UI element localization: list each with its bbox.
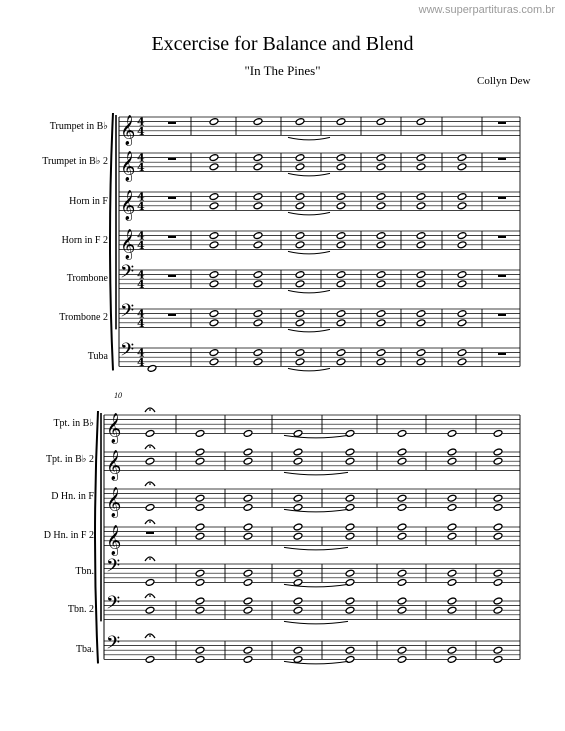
notehead — [345, 655, 355, 663]
notehead — [345, 532, 355, 540]
notehead — [253, 202, 263, 210]
instrument-label: Tpt. in B♭ — [53, 418, 94, 429]
notehead — [295, 154, 305, 162]
notehead — [457, 349, 467, 357]
time-signature-denominator: 4 — [137, 316, 145, 330]
notehead — [295, 271, 305, 279]
notehead — [336, 319, 346, 327]
notehead — [209, 358, 219, 366]
treble-clef: 𝄞 — [120, 229, 136, 260]
treble-clef: 𝄞 — [106, 525, 122, 556]
whole-rest — [168, 275, 176, 277]
notehead — [253, 271, 263, 279]
notehead — [195, 655, 205, 663]
score-subtitle: "In The Pines" — [244, 63, 321, 78]
whole-rest — [146, 532, 154, 534]
notehead — [397, 597, 407, 605]
instrument-label: Trumpet in B♭ 2 — [42, 156, 108, 167]
notehead — [145, 655, 155, 663]
time-signature-numerator: 4 — [137, 115, 145, 129]
notehead — [457, 163, 467, 171]
notehead — [336, 163, 346, 171]
time-signature-numerator: 4 — [137, 151, 145, 165]
notehead — [416, 319, 426, 327]
notehead — [447, 494, 457, 502]
notehead — [195, 569, 205, 577]
notehead — [336, 280, 346, 288]
notehead — [416, 349, 426, 357]
notehead — [336, 271, 346, 279]
notehead — [243, 569, 253, 577]
treble-clef: 𝄞 — [106, 450, 122, 481]
notehead — [253, 310, 263, 318]
notehead — [457, 154, 467, 162]
time-signature-numerator: 4 — [137, 346, 145, 360]
notehead — [243, 646, 253, 654]
fermata-dot — [149, 446, 151, 448]
notehead — [493, 448, 503, 456]
time-signature-denominator: 4 — [137, 160, 145, 174]
tie — [288, 290, 330, 293]
time-signature-denominator: 4 — [137, 355, 145, 369]
whole-rest — [498, 275, 506, 277]
tie — [288, 329, 330, 332]
fermata-dot — [149, 409, 151, 411]
notehead — [243, 578, 253, 586]
notehead — [376, 319, 386, 327]
notehead — [416, 163, 426, 171]
notehead — [457, 310, 467, 318]
notehead — [493, 606, 503, 614]
notehead — [336, 193, 346, 201]
notehead — [253, 280, 263, 288]
notehead — [293, 532, 303, 540]
notehead — [457, 319, 467, 327]
notehead — [253, 349, 263, 357]
treble-clef: 𝄞 — [106, 413, 122, 444]
notehead — [457, 232, 467, 240]
notehead — [293, 597, 303, 605]
notehead — [295, 280, 305, 288]
notehead — [145, 606, 155, 614]
system-brace — [95, 411, 98, 663]
notehead — [493, 523, 503, 531]
instrument-label: Trumpet in B♭ — [49, 121, 108, 132]
bass-clef: 𝄢 — [120, 262, 135, 288]
notehead — [345, 597, 355, 605]
notehead — [376, 349, 386, 357]
tie — [284, 435, 348, 438]
notehead — [336, 310, 346, 318]
time-signature-denominator: 4 — [137, 124, 145, 138]
notehead — [397, 503, 407, 511]
notehead — [253, 118, 263, 126]
notehead — [457, 280, 467, 288]
notehead — [457, 271, 467, 279]
whole-rest — [498, 236, 506, 238]
whole-rest — [168, 158, 176, 160]
notehead — [345, 578, 355, 586]
notehead — [376, 163, 386, 171]
notehead — [447, 646, 457, 654]
notehead — [336, 358, 346, 366]
notehead — [397, 457, 407, 465]
notehead — [243, 429, 253, 437]
notehead — [336, 154, 346, 162]
notehead — [293, 429, 303, 437]
notehead — [336, 202, 346, 210]
notehead — [447, 503, 457, 511]
notehead — [345, 457, 355, 465]
instrument-label: Tpt. in B♭ 2 — [45, 454, 94, 465]
bass-clef: 𝄢 — [120, 340, 135, 366]
notehead — [209, 271, 219, 279]
instrument-label: D Hn. in F — [51, 491, 94, 502]
notehead — [376, 241, 386, 249]
notehead — [295, 319, 305, 327]
notehead — [447, 532, 457, 540]
notehead — [493, 578, 503, 586]
treble-clef: 𝄞 — [106, 487, 122, 518]
notehead — [397, 532, 407, 540]
notehead — [376, 202, 386, 210]
time-signature-denominator: 4 — [137, 199, 145, 213]
notehead — [493, 494, 503, 502]
notehead — [293, 569, 303, 577]
notehead — [293, 457, 303, 465]
notehead — [376, 358, 386, 366]
notehead — [243, 457, 253, 465]
notehead — [397, 655, 407, 663]
notehead — [295, 193, 305, 201]
tie — [288, 212, 330, 215]
notehead — [376, 118, 386, 126]
notehead — [293, 655, 303, 663]
notehead — [397, 448, 407, 456]
notehead — [293, 448, 303, 456]
notehead — [145, 429, 155, 437]
notehead — [209, 349, 219, 357]
bass-clef: 𝄢 — [106, 633, 121, 659]
notehead — [416, 280, 426, 288]
notehead — [253, 232, 263, 240]
notehead — [447, 457, 457, 465]
notehead — [243, 655, 253, 663]
tie — [288, 173, 330, 176]
time-signature-numerator: 4 — [137, 190, 145, 204]
notehead — [493, 532, 503, 540]
notehead — [195, 523, 205, 531]
time-signature-numerator: 4 — [137, 268, 145, 282]
notehead — [209, 232, 219, 240]
notehead — [416, 310, 426, 318]
whole-rest — [168, 236, 176, 238]
bass-clef: 𝄢 — [120, 301, 135, 327]
notehead — [293, 494, 303, 502]
notehead — [447, 606, 457, 614]
notehead — [243, 494, 253, 502]
notehead — [397, 494, 407, 502]
notehead — [293, 606, 303, 614]
watermark: www.superpartituras.com.br — [418, 4, 555, 16]
notehead — [493, 503, 503, 511]
notehead — [145, 503, 155, 511]
notehead — [195, 606, 205, 614]
fermata-dot — [149, 635, 151, 637]
notehead — [457, 193, 467, 201]
notehead — [209, 319, 219, 327]
tie — [288, 251, 330, 254]
notehead — [416, 358, 426, 366]
notehead — [195, 429, 205, 437]
notehead — [293, 523, 303, 531]
notehead — [416, 193, 426, 201]
notehead — [209, 118, 219, 126]
notehead — [376, 193, 386, 201]
notehead — [457, 358, 467, 366]
notehead — [416, 118, 426, 126]
notehead — [243, 606, 253, 614]
notehead — [397, 429, 407, 437]
notehead — [195, 494, 205, 502]
notehead — [447, 597, 457, 605]
whole-rest — [498, 158, 506, 160]
notehead — [376, 280, 386, 288]
notehead — [397, 523, 407, 531]
notehead — [416, 202, 426, 210]
whole-rest — [168, 314, 176, 316]
notehead — [243, 523, 253, 531]
notehead — [447, 655, 457, 663]
time-signature-denominator: 4 — [137, 277, 145, 291]
notehead — [447, 523, 457, 531]
notehead — [295, 310, 305, 318]
notehead — [376, 154, 386, 162]
notehead — [345, 429, 355, 437]
notehead — [493, 569, 503, 577]
notehead — [195, 597, 205, 605]
whole-rest — [498, 122, 506, 124]
notehead — [416, 271, 426, 279]
notehead — [447, 429, 457, 437]
notehead — [493, 597, 503, 605]
notehead — [397, 578, 407, 586]
notehead — [147, 364, 157, 372]
notehead — [243, 597, 253, 605]
notehead — [195, 532, 205, 540]
notehead — [243, 448, 253, 456]
fermata-dot — [149, 521, 151, 523]
notehead — [397, 569, 407, 577]
notehead — [295, 241, 305, 249]
notehead — [336, 232, 346, 240]
notehead — [295, 202, 305, 210]
notehead — [209, 163, 219, 171]
whole-rest — [498, 353, 506, 355]
notehead — [209, 310, 219, 318]
bass-clef: 𝄢 — [106, 593, 121, 619]
notehead — [457, 241, 467, 249]
instrument-label: Horn in F 2 — [61, 235, 108, 246]
fermata-dot — [149, 595, 151, 597]
whole-rest — [168, 197, 176, 199]
notehead — [345, 503, 355, 511]
notehead — [253, 154, 263, 162]
notehead — [376, 310, 386, 318]
instrument-label: Tbn. 2 — [67, 604, 94, 615]
notehead — [295, 349, 305, 357]
notehead — [397, 606, 407, 614]
bass-clef: 𝄢 — [106, 556, 121, 582]
notehead — [195, 646, 205, 654]
notehead — [253, 241, 263, 249]
time-signature-numerator: 4 — [137, 229, 145, 243]
notehead — [336, 349, 346, 357]
composer-name: Collyn Dew — [477, 75, 531, 87]
notehead — [336, 118, 346, 126]
system-brace — [110, 113, 113, 370]
notehead — [295, 163, 305, 171]
tie — [284, 621, 348, 624]
notehead — [209, 193, 219, 201]
instrument-label: Trombone 2 — [59, 312, 108, 323]
notehead — [145, 457, 155, 465]
notehead — [376, 232, 386, 240]
notehead — [376, 271, 386, 279]
notehead — [447, 569, 457, 577]
instrument-label: Horn in F — [69, 196, 108, 207]
notehead — [457, 202, 467, 210]
notehead — [345, 646, 355, 654]
notehead — [293, 578, 303, 586]
treble-clef: 𝄞 — [120, 190, 136, 221]
notehead — [209, 154, 219, 162]
notehead — [345, 494, 355, 502]
notehead — [345, 569, 355, 577]
tie — [288, 368, 330, 371]
notehead — [345, 606, 355, 614]
notehead — [493, 429, 503, 437]
notehead — [209, 280, 219, 288]
notehead — [336, 241, 346, 249]
tie — [284, 661, 348, 664]
notehead — [243, 532, 253, 540]
notehead — [209, 241, 219, 249]
tie — [284, 509, 348, 512]
whole-rest — [168, 122, 176, 124]
treble-clef: 𝄞 — [120, 151, 136, 182]
notehead — [416, 154, 426, 162]
fermata-dot — [149, 483, 151, 485]
treble-clef: 𝄞 — [120, 115, 136, 146]
instrument-label: Tbn. — [75, 566, 94, 577]
score-title: Excercise for Balance and Blend — [151, 33, 414, 55]
notehead — [243, 503, 253, 511]
notehead — [295, 358, 305, 366]
notehead — [493, 457, 503, 465]
notehead — [253, 358, 263, 366]
notehead — [209, 202, 219, 210]
notehead — [195, 457, 205, 465]
tie — [284, 472, 348, 475]
whole-rest — [498, 314, 506, 316]
notehead — [195, 503, 205, 511]
notehead — [493, 655, 503, 663]
notehead — [447, 578, 457, 586]
tie — [288, 137, 330, 140]
notehead — [293, 646, 303, 654]
measure-number: 10 — [114, 391, 122, 400]
fermata-dot — [149, 558, 151, 560]
instrument-label: Trombone — [66, 273, 108, 284]
notehead — [447, 448, 457, 456]
notehead — [145, 578, 155, 586]
notehead — [345, 448, 355, 456]
notehead — [253, 193, 263, 201]
tie — [284, 547, 348, 550]
notehead — [345, 523, 355, 531]
notehead — [253, 163, 263, 171]
instrument-label: Tuba — [87, 351, 108, 362]
instrument-label: Tba. — [75, 644, 94, 655]
notehead — [295, 118, 305, 126]
whole-rest — [498, 197, 506, 199]
time-signature-numerator: 4 — [137, 307, 145, 321]
notehead — [295, 232, 305, 240]
notehead — [253, 319, 263, 327]
notehead — [493, 646, 503, 654]
time-signature-denominator: 4 — [137, 238, 145, 252]
notehead — [416, 232, 426, 240]
tie — [284, 584, 348, 587]
instrument-label: D Hn. in F 2 — [43, 530, 94, 541]
notehead — [293, 503, 303, 511]
notehead — [195, 448, 205, 456]
notehead — [416, 241, 426, 249]
notehead — [397, 646, 407, 654]
notehead — [195, 578, 205, 586]
